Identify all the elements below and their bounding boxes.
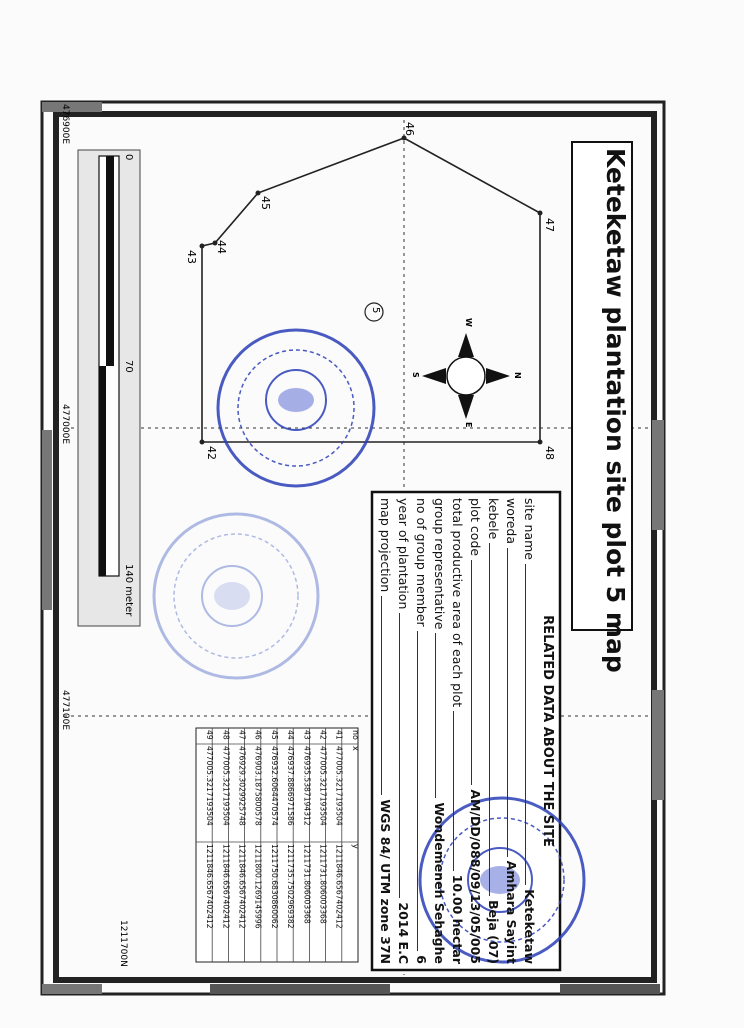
info-row-label: kebele [486,498,501,540]
compass-w: W [464,318,473,327]
compass-icon [422,333,510,419]
table-cell: 1211750.6830860062 [269,844,279,929]
vertex-label: 46 [403,122,416,136]
plot-boundary [202,138,540,442]
scale-bar-segment [106,156,114,366]
grid-label-x: 477000E [60,404,70,445]
info-row-value: Keteketaw [522,889,537,964]
info-row-value: 2014 E.C [396,902,411,964]
table-cell: 47 [237,730,247,740]
table-cell: 1211735.7502969382 [286,844,296,929]
info-row-label: plot code [468,498,483,557]
table-cell: 477005.3217193504 [318,746,328,826]
table-cell: 1211846.6567402412 [221,844,231,929]
table-cell: 476935.5387194312 [302,746,312,826]
info-row [412,498,430,964]
compass-s: S [411,372,420,378]
info-row-label: site name [522,498,537,560]
official-stamp-2 [154,514,318,678]
edge-tab [560,984,660,994]
compass-e: E [464,422,473,428]
info-row [394,498,412,964]
info-row [466,498,484,964]
info-row [448,498,466,964]
table-cell: 49 [205,730,215,740]
info-row-label: year of plantation [396,498,411,610]
vertex-label: 47 [543,218,556,232]
info-row-value: 6 [414,955,429,964]
edge-tab [210,984,390,994]
table-cell: 477005.3217193504 [334,746,344,826]
vertex-label: 44 [215,240,228,254]
table-cell: 41 [334,730,344,740]
info-row-leader [417,631,430,952]
coordinate-table [196,728,360,962]
grid-label-y: 1211700N [118,920,128,967]
info-row-value: 10.00 hectar [450,874,465,964]
grid-label-x: 477100E [60,690,70,731]
table-header-cell: x [350,746,360,751]
info-row-label: no of group member [414,498,429,627]
info-row-value: Amhara Sayint [504,860,519,964]
info-row [484,498,502,964]
grid-label-x: 476900E [60,104,70,145]
table-cell: 477005.3217193504 [221,746,231,826]
info-row-value: WGS 84/ UTM zone 37N [378,799,393,964]
table-cell: 1211800.1269145996 [253,844,263,929]
info-row-label: map projection [378,498,393,593]
info-row-leader [507,548,520,857]
info-row-leader [381,596,394,795]
scale-label: 140 meter [123,564,134,617]
table-cell: 1211846.6567402412 [334,844,344,929]
table-cell: 43 [302,730,312,740]
info-row-leader [525,564,538,885]
table-cell: 42 [318,730,328,740]
info-row [430,498,448,964]
table-cell: 1211846.6567402412 [205,844,215,929]
info-row-leader [453,711,466,871]
table-cell: 476937.8866971586 [286,746,296,826]
map-title: Keteketaw plantation site plot 5 map [601,148,630,673]
edge-tab [652,690,664,800]
info-row [520,498,538,964]
vertex-markers [200,136,543,445]
info-row-leader [471,560,484,785]
table-header-cell: no [350,730,360,740]
table-cell: 45 [269,730,279,740]
official-stamp-1 [218,330,374,486]
vertex-label: 48 [543,446,556,460]
table-header-cell: y [350,844,360,849]
edge-tab [42,984,102,994]
scale-label: 0 [123,154,134,161]
table-cell: 1211846.6567402412 [237,844,247,929]
vertex-label: 43 [185,250,198,264]
info-row-value: AM/DD/088/09/13/05/005 [468,789,483,964]
table-cell: 476903.1875800578 [253,746,263,826]
table-cell: 1211731.806003368 [302,844,312,924]
info-row-value: Beja (07) [486,900,501,964]
info-box-content [376,498,556,964]
plot-number: 5 [370,307,381,314]
info-row-leader [489,543,502,896]
compass-n: N [513,372,522,379]
table-cell: 477005.3217193504 [205,746,215,826]
info-row-leader [435,633,448,798]
info-row-label: woreda [504,498,519,545]
info-row [376,498,394,964]
edge-tab [652,420,664,530]
table-cell: 46 [253,730,263,740]
vertex-label: 45 [259,196,272,210]
table-cell: 48 [221,730,231,740]
scale-bar-segment [99,366,106,576]
vertex-label: 42 [205,446,218,460]
info-row-value: Wondemeneh Sehaghe [432,802,447,964]
table-cell: 44 [286,730,296,740]
scale-label: 70 [123,360,134,373]
table-cell: 1211731.806003368 [318,844,328,924]
info-row-leader [399,613,412,898]
info-heading: RELATED DATA ABOUT THE SITE [540,615,555,847]
table-cell: 476929.3029925748 [237,746,247,826]
info-row-label: total productive area of each plot [450,498,465,708]
edge-tab [42,102,102,112]
table-cell: 476932.6064470574 [269,746,279,826]
edge-tab [42,430,52,610]
info-rows [376,498,538,964]
info-row [502,498,520,964]
info-row-label: group representative [432,498,447,630]
